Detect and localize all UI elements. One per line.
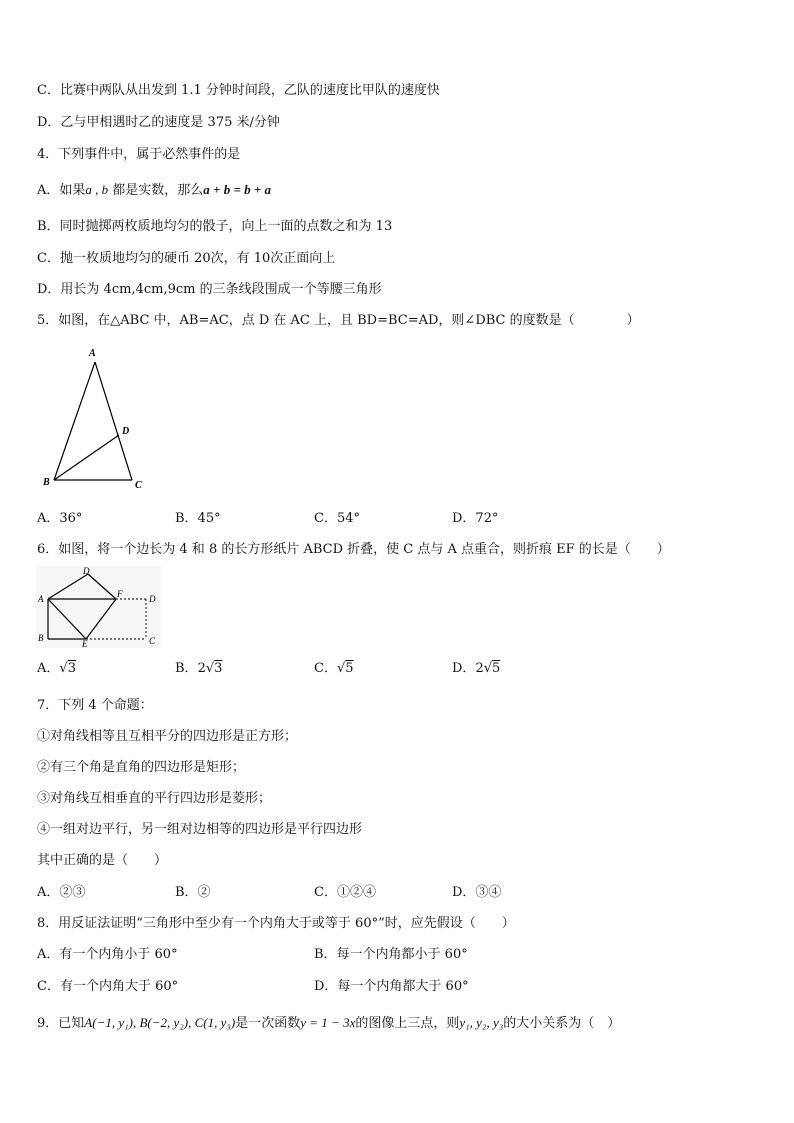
q4-stem: 4．下列事件中，属于必然事件的是 (37, 147, 241, 162)
q4-option-a-vars: a , b (85, 182, 109, 197)
q7-statement-2: ②有三个角是直角的四边形是矩形； (37, 760, 246, 775)
sqrt-symbol: √ (205, 661, 215, 676)
q6-label-e: E (82, 639, 88, 648)
q4-option-b: B．同时抛掷两枚质地均匀的骰子，向上一面的点数之和为 13 (37, 219, 393, 234)
q8-option-d: D．每一个内角都大于 60° (314, 979, 469, 994)
sqrt-symbol: √ (336, 661, 346, 676)
q5-option-d: D．72° (452, 511, 499, 526)
q6-label-a: A (38, 594, 44, 604)
q5-label-a: A (89, 348, 96, 359)
q4-option-d: D．用长为 4cm,4cm,9cm 的三条线段围成一个等腰三角形 (37, 282, 382, 297)
q7-statement-3: ③对角线互相垂直的平行四边形是菱形； (37, 791, 272, 806)
q5-label-d: D (122, 426, 130, 437)
q5-label-b: B (43, 477, 50, 488)
q6-figure-background (36, 566, 161, 648)
q9-vars: y₁, y₂, y₃ (459, 1015, 504, 1030)
q9-points: A(−1, y₁), B(−2, y₂), C(1, y₃) (84, 1015, 236, 1030)
q9-function: y = 1 − 3x (300, 1015, 356, 1030)
q6-stem: 6．如图，将一个边长为 4 和 8 的长方形纸片 ABCD 折叠，使 C 点与 A 点重合，则折痕 EF 的长是（ ） (37, 542, 670, 557)
q4-option-c: C．抛一枚质地均匀的硬币 20次，有 10次正面向上 (37, 251, 336, 266)
q7-option-c: C．①②④ (314, 885, 376, 900)
q5-segment-bd (54, 435, 119, 480)
q4-option-a-expr: a + b = b + a (203, 182, 272, 197)
q4-option-a (37, 181, 271, 200)
sqrt-symbol: √ (59, 661, 68, 676)
q7-statement-4: ④一组对边平行，另一组对边相等的四边形是平行四边形 (37, 822, 363, 837)
q7-option-a: A．②③ (37, 885, 86, 900)
q5-option-a: A．36° (37, 511, 83, 526)
q6-option-c: C．√5 (314, 661, 354, 676)
q6-label-c: C (149, 636, 156, 646)
q5-side-ac (95, 362, 132, 480)
q5-option-c: C．54° (314, 511, 360, 526)
q5-side-ab (54, 362, 95, 480)
q6-label-b: B (38, 633, 44, 643)
q5-label-c: C (135, 480, 142, 491)
q9-stem: 9．已知A(−1, y₁), B(−2, y₂), C(1, y₃)是一次函数y = 1 − 3x的图像上三点，则y₁, y₂, y₃的大小关系为（ ） (37, 1015, 621, 1031)
q5-triangle-figure (38, 340, 158, 495)
q8-option-c: C．有一个内角大于 60° (37, 979, 179, 994)
q8-stem: 8．用反证法证明“三角形中至少有一个内角大于或等于 60°”时，应先假设（ ） (37, 916, 515, 931)
q7-stem: 7．下列 4 个命题： (37, 698, 153, 713)
q6-option-a: A．√3 (37, 661, 76, 676)
q3-option-c: C．比赛中两队从出发到 1.1 分钟时间段，乙队的速度比甲队的速度快 (37, 83, 440, 98)
q5-stem: 5．如图，在△ABC 中，AB=AC，点 D 在 AC 上，且 BD=BC=AD，则∠DBC 的度数是（ ） (37, 313, 640, 328)
q3-option-d: D．乙与甲相遇时乙的速度是 375 米/分钟 (37, 115, 280, 130)
q6-fold-figure (36, 566, 161, 648)
q7-option-b: B．② (175, 885, 211, 900)
q6-option-d: D．2√5 (452, 661, 501, 676)
q4-option-a-mid: 都是实数，那么 (108, 183, 204, 198)
q8-option-a: A．有一个内角小于 60° (37, 947, 178, 962)
sqrt-symbol: √ (483, 661, 493, 676)
q8-option-b: B．每一个内角都小于 60° (314, 947, 468, 962)
q7-question: 其中正确的是（ ） (37, 853, 168, 868)
q6-label-d-top: D (83, 566, 90, 576)
q7-option-d: D．③④ (452, 885, 502, 900)
q6-label-d-right: D (149, 594, 156, 604)
q5-option-b: B．45° (175, 511, 221, 526)
q6-label-f: F (117, 589, 123, 599)
q7-statement-1: ①对角线相等且互相平分的四边形是正方形； (37, 729, 298, 744)
q4-option-a-prefix: A．如果 (37, 183, 86, 198)
q6-option-b: B．2√3 (175, 661, 223, 676)
